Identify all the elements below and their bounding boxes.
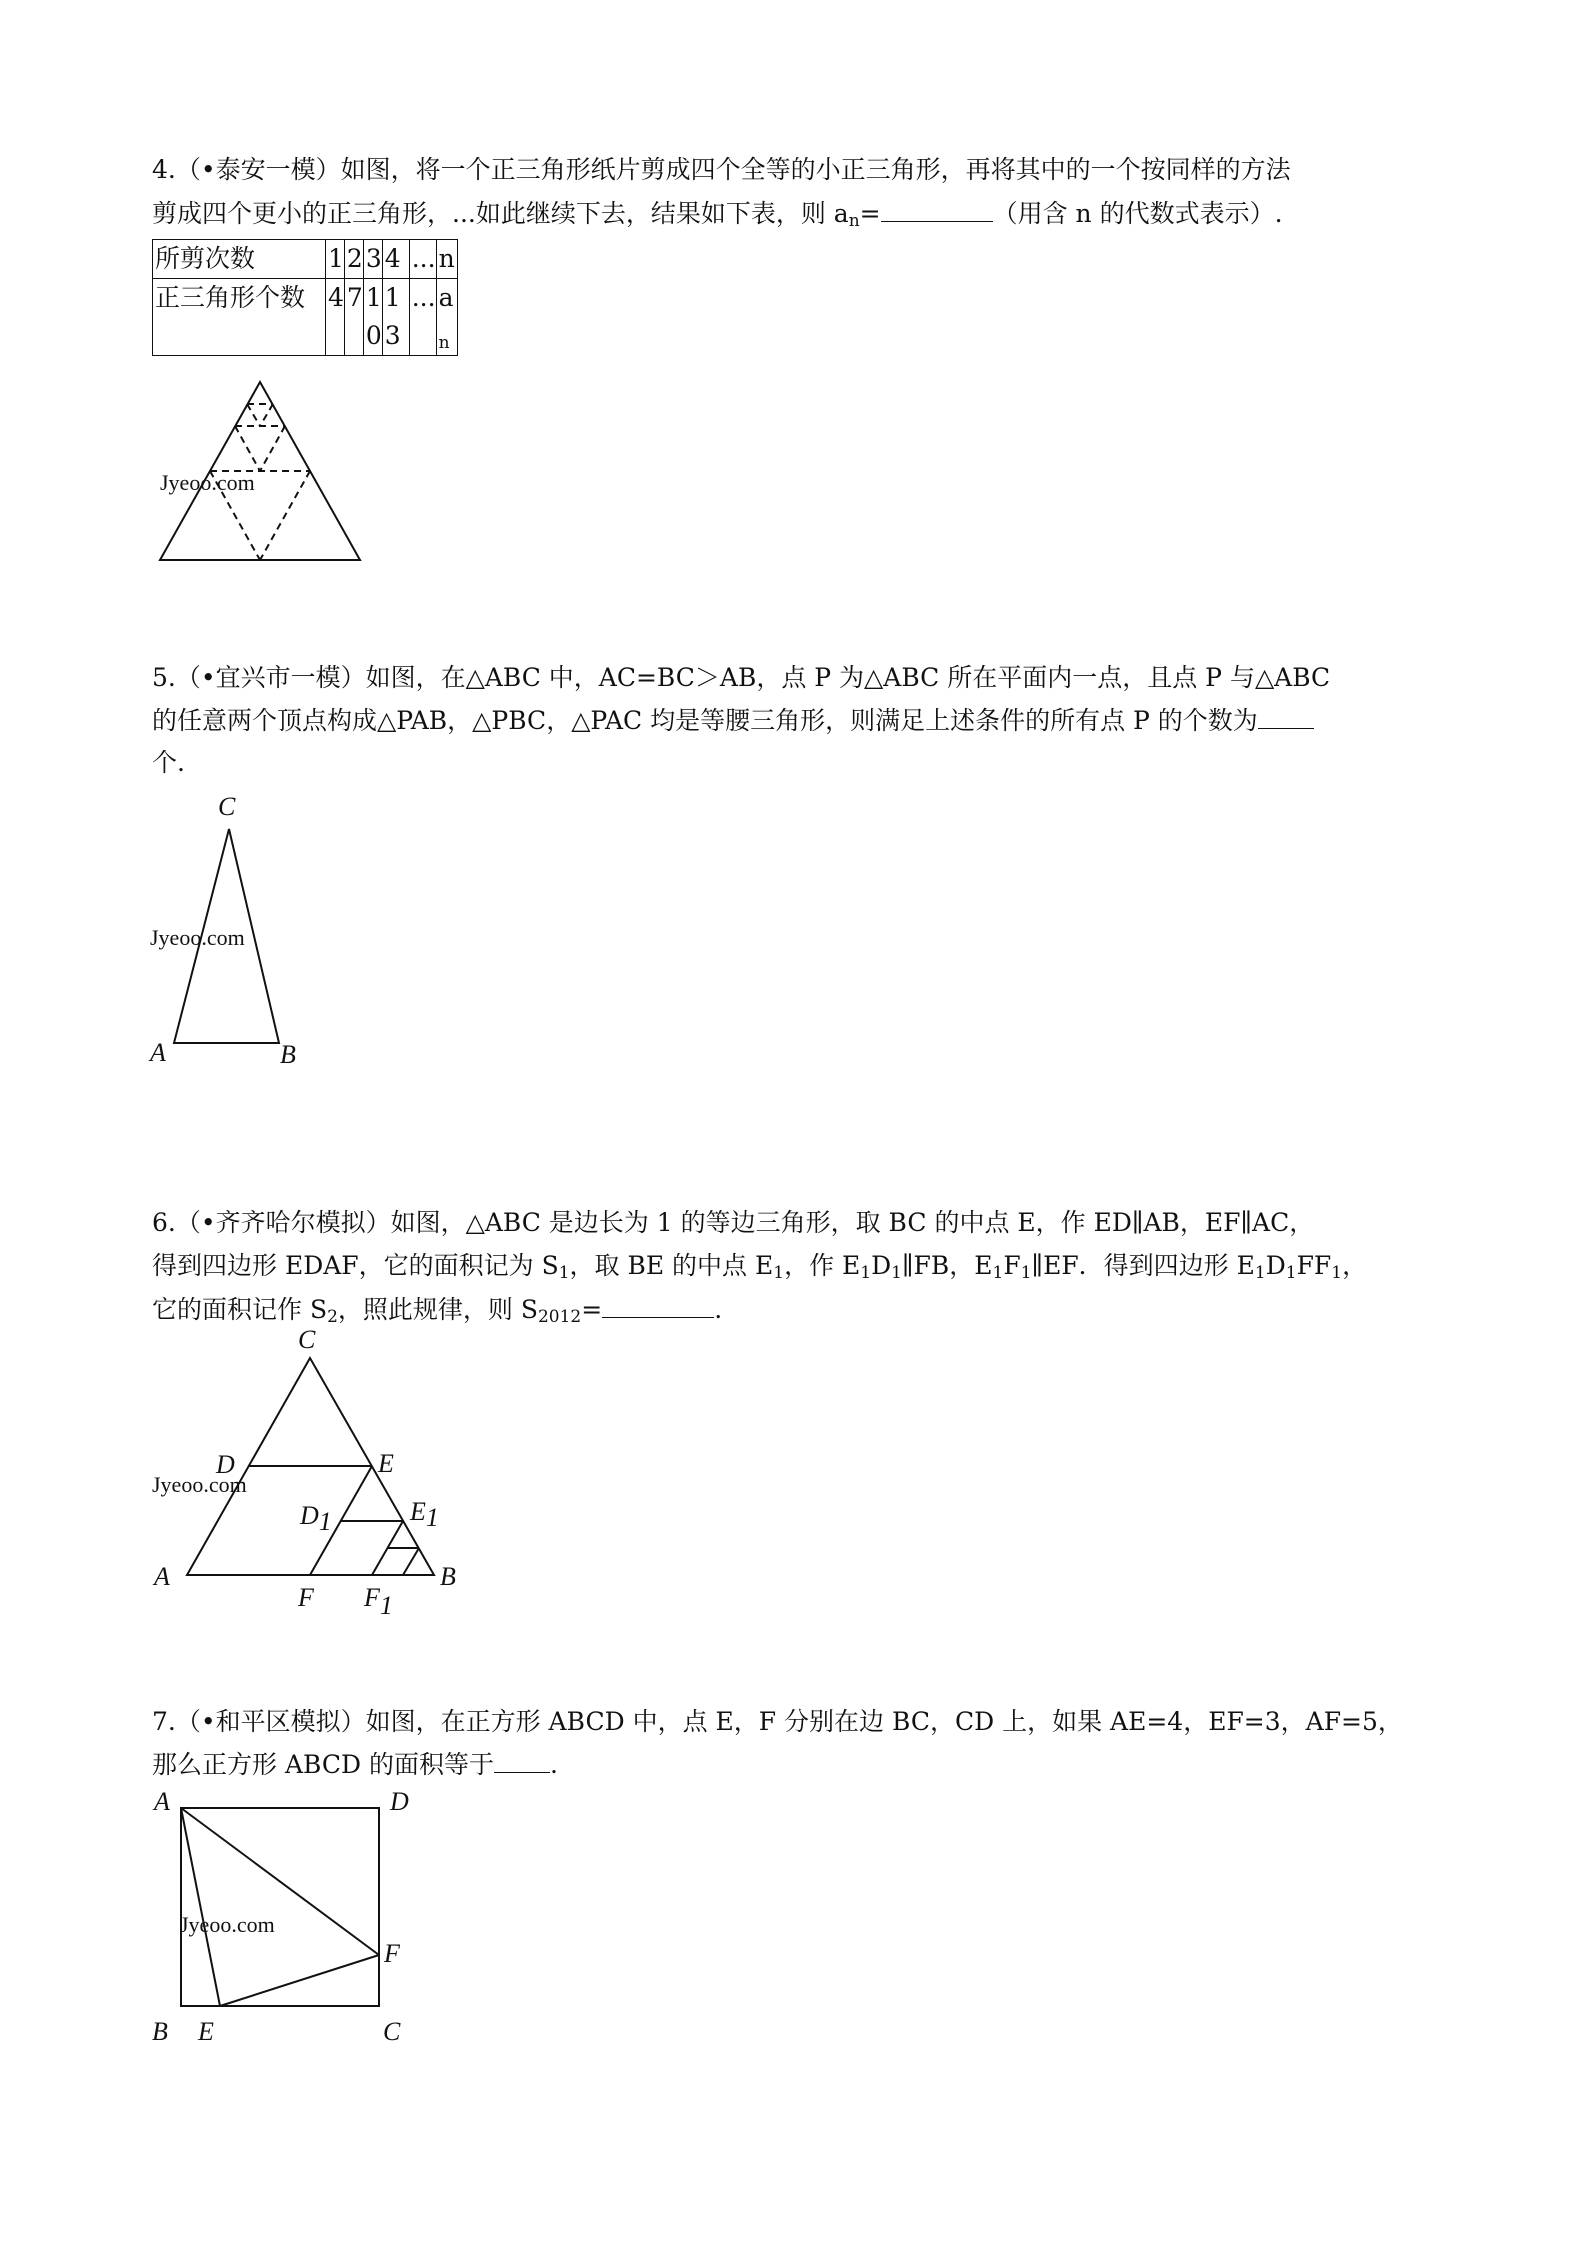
watermark: Jyeoo.com xyxy=(180,1912,275,1937)
table-cell: 3 xyxy=(363,240,382,279)
problem-text: 如图，将一个正三角形纸片剪成四个全等的小正三角形，再将其中的一个按同样的方法 xyxy=(340,155,1291,184)
problem-source: （•齐齐哈尔模拟） xyxy=(175,1208,391,1237)
label-d: D xyxy=(216,1450,235,1479)
label-e: E xyxy=(198,2017,214,2046)
label-d: D xyxy=(390,1787,409,1816)
figure-5-isosceles-triangle xyxy=(140,785,320,1075)
problem-number: 7. xyxy=(152,1707,176,1736)
problem-5-line-3: 个. xyxy=(152,748,185,777)
table-cell: 所剪次数 xyxy=(153,240,326,279)
problem-4-line-1 xyxy=(152,152,1291,188)
problem-6-line-2: 得到四边形 EDAF，它的面积记为 $S_1$，取 BE 的中点 $E_1$，作 $E_1D_1\parallel FB$，$E_1F_1\parallel EF$．得到四边形 $E_1D_1FF_1$， xyxy=(152,1251,1368,1283)
table-cell: 10 xyxy=(363,279,382,356)
table-row xyxy=(153,240,458,279)
label-f: F xyxy=(298,1583,314,1612)
label-b: B xyxy=(280,1040,296,1069)
watermark: Jyeoo.com xyxy=(150,925,245,950)
problem-source: （•泰安一模） xyxy=(175,155,341,184)
watermark: Jyeoo.com xyxy=(152,1472,247,1497)
label-c: C xyxy=(383,2017,401,2046)
problem-6-line-3: 它的面积记作 $S_2$，照此规律，则 $S_{2012}=$ . xyxy=(152,1295,723,1327)
table-cell: 1 xyxy=(326,240,345,279)
problem-number: 6. xyxy=(152,1208,176,1237)
problem-5-line-2: 的任意两个顶点构成△PAB，△PBC，△PAC 均是等腰三角形，则满足上述条件的所有点 P 的个数为 xyxy=(152,703,1314,739)
problem-number: 4. xyxy=(152,155,176,184)
label-c: C xyxy=(298,1325,316,1354)
label-a: A xyxy=(150,1038,166,1067)
table-cell: ... xyxy=(409,279,436,356)
problem-text: 如图，在正方形 ABCD 中，点 E，F 分别在边 BC，CD 上，如果 AE=4，EF=3，AF=5， xyxy=(365,1707,1403,1736)
answer-blank[interactable] xyxy=(494,1750,550,1773)
table-cell: 正三角形个数 xyxy=(153,279,326,356)
table-cell: 7 xyxy=(344,279,363,356)
cut-count-table xyxy=(152,239,458,356)
label-f: F xyxy=(384,1939,400,1968)
label-e: E xyxy=(378,1449,394,1478)
problem-4-line-2: 剪成四个更小的正三角形，...如此继续下去，结果如下表，则 $a_n=$ （用含 n 的代数式表示）. xyxy=(152,199,1283,231)
figure-4-triangle-subdivision xyxy=(140,370,380,570)
table-cell: n xyxy=(436,240,457,279)
label-b: B xyxy=(152,2017,168,2046)
watermark: Jyeoo.com xyxy=(160,470,255,495)
problem-6-line-1 xyxy=(152,1205,1314,1241)
answer-blank[interactable] xyxy=(602,1295,714,1318)
label-e1: E1 xyxy=(410,1497,439,1532)
problem-text: 如图，在△ABC 中，AC=BC＞AB，点 P 为△ABC 所在平面内一点，且点 P 与△ABC xyxy=(365,663,1331,692)
figure-7-square-abcd xyxy=(140,1780,440,2050)
table-cell: 4 xyxy=(326,279,345,356)
answer-blank[interactable] xyxy=(1258,706,1314,729)
geometry-lines xyxy=(181,1808,379,2006)
problem-source: （•和平区模拟） xyxy=(175,1707,366,1736)
label-a: A xyxy=(154,1787,170,1816)
table-cell: 2 xyxy=(344,240,363,279)
problem-7-line-1 xyxy=(152,1704,1403,1740)
table-cell: ... xyxy=(409,240,436,279)
label-a: A xyxy=(154,1562,170,1591)
problem-source: （•宜兴市一模） xyxy=(175,663,366,692)
table-cell: $a_n$ xyxy=(436,279,457,356)
answer-blank[interactable] xyxy=(881,199,993,222)
table-row xyxy=(153,279,458,356)
table-cell: 4 xyxy=(382,240,409,279)
problem-number: 5. xyxy=(152,663,176,692)
label-f1: F1 xyxy=(364,1583,393,1620)
table-cell: 13 xyxy=(382,279,409,356)
problem-7-line-2: 那么正方形 ABCD 的面积等于 . xyxy=(152,1750,558,1779)
problem-5-line-1 xyxy=(152,660,1330,696)
problem-text: 如图，△ABC 是边长为 1 的等边三角形，取 BC 的中点 E，作 ED∥AB，EF∥AC， xyxy=(390,1208,1315,1237)
label-d1: D1 xyxy=(300,1501,332,1536)
figure-6-nested-parallelograms xyxy=(140,1320,480,1630)
label-b: B xyxy=(440,1562,456,1591)
label-c: C xyxy=(218,792,236,821)
